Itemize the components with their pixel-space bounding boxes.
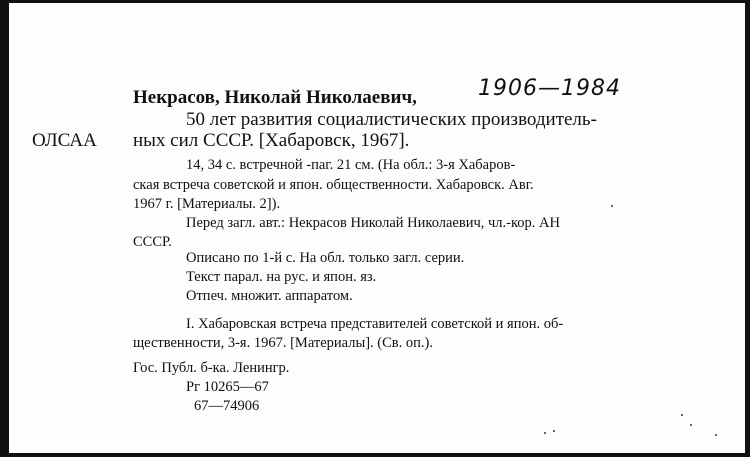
library-name: Гос. Публ. б-ка. Ленингр. bbox=[133, 360, 290, 376]
scan-border-top bbox=[0, 0, 750, 3]
side-code: ОЛСАА bbox=[32, 130, 97, 151]
series-line-2: щественности, 3-я. 1967. [Материалы]. (Св. оп.). bbox=[133, 335, 433, 351]
scan-speck bbox=[715, 434, 717, 436]
scan-speck bbox=[681, 414, 683, 416]
collation-line-1: 14, 34 с. встречной -паг. 21 см. (На обл.: 3-я Хабаров- bbox=[186, 157, 516, 173]
note-parallel-text: Текст парал. на рус. и япон. яз. bbox=[186, 269, 377, 285]
collation-line-2: ская встреча советской и япон. общественности. Хабаровск. Авг. bbox=[133, 177, 534, 193]
handwritten-dates: 1906—1984 bbox=[478, 76, 621, 101]
scan-speck bbox=[553, 430, 555, 432]
scan-speck bbox=[611, 205, 613, 207]
shelfmark-2: 67—74906 bbox=[194, 398, 260, 414]
note-printing: Отпеч. множит. аппаратом. bbox=[186, 288, 353, 304]
title-line-1: 50 лет развития социалистических производитель- bbox=[186, 109, 597, 130]
scan-speck bbox=[690, 424, 692, 426]
note-author-line-2: СССР. bbox=[133, 234, 172, 250]
note-described: Описано по 1-й с. На обл. только загл. серии. bbox=[186, 250, 465, 266]
scan-speck bbox=[544, 432, 546, 434]
note-author-line-1: Перед загл. авт.: Некрасов Николай Николаевич, чл.-кор. АН bbox=[186, 215, 560, 231]
shelfmark-1: Рг 10265—67 bbox=[186, 379, 269, 395]
scan-border-left bbox=[0, 0, 9, 457]
collation-line-3: 1967 г. [Материалы. 2]). bbox=[133, 196, 281, 212]
series-line-1: I. Хабаровская встреча представителей советской и япон. об- bbox=[186, 316, 564, 332]
scan-border-bottom bbox=[0, 453, 750, 457]
scan-border-right bbox=[745, 0, 750, 457]
title-line-2: ных сил СССР. [Хабаровск, 1967]. bbox=[133, 130, 410, 151]
author-heading: Некрасов, Николай Николаевич, bbox=[133, 87, 417, 108]
